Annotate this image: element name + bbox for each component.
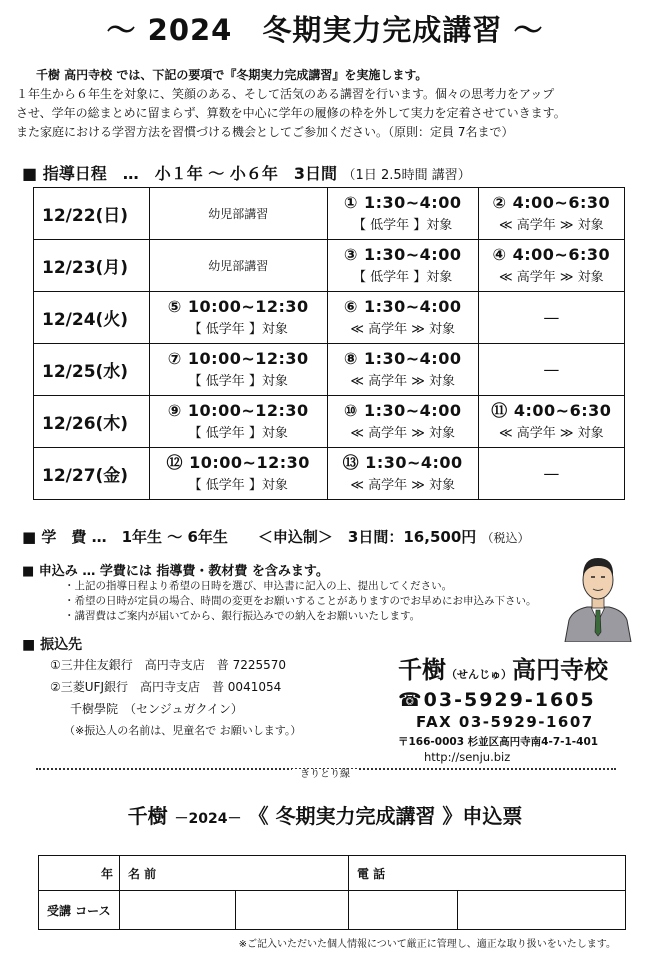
apply-note: ・希望の日時が定員の場合、時間の変更をお願いすることがありますのでお早めにお申込み下さい。	[64, 595, 537, 607]
teacher-illustration-icon	[563, 550, 633, 642]
page-title: ～ 2024 冬期実力完成講習 ～	[106, 13, 544, 47]
slot-target: 【 低学年 】対象	[353, 217, 453, 233]
slot-time: ③ 1:30~4:00	[343, 244, 462, 264]
school-url: http://senju.biz	[424, 750, 511, 764]
slot-target: 【 低学年 】対象	[188, 477, 288, 493]
course-box-4[interactable]	[458, 891, 626, 930]
slot-target: ≪ 高学年 ≫ 対象	[499, 425, 604, 441]
schedule-slot: 幼児部講習	[149, 188, 327, 240]
apply-note: ・講習費はご案内が届いてから、銀行振込みでの納入をお願いいたします。	[64, 610, 421, 622]
privacy-footnote: ※ご記入いただいた個人情報について厳正に管理し、適正な取り扱いをいたします。	[238, 939, 616, 950]
slot-time: ⑦ 10:00~12:30	[167, 348, 309, 368]
schedule-date: 12/22(日)	[34, 188, 150, 240]
slot-time: ⑧ 1:30~4:00	[343, 348, 462, 368]
intro-line-3: させ、学年の総まとめに留まらず、算数を中心に学年の履修の枠を外して実力を定着させていきます。	[16, 106, 566, 120]
school-ruby: （せんじゅ）	[446, 668, 512, 681]
school-address: 〒166-0003 杉並区高円寺南4-7-1-401	[398, 736, 599, 748]
slot-target: 【 低学年 】対象	[188, 425, 288, 441]
school-fax: FAX 03-5929-1607	[416, 713, 594, 731]
school-branch: 高円寺校	[512, 656, 608, 684]
school-phone: ☎03-5929-1605	[398, 689, 596, 711]
phone-label: 電 話	[349, 856, 626, 891]
slot-time: ⑤ 10:00~12:30	[167, 296, 309, 316]
slot-target: 【 低学年 】対象	[353, 269, 453, 285]
grade-label: 年	[39, 856, 120, 891]
slot-target: ≪ 高学年 ≫ 対象	[350, 321, 455, 337]
course-box-2[interactable]	[235, 891, 348, 930]
schedule-slot	[327, 240, 478, 292]
schedule-slot	[149, 292, 327, 344]
intro-line-1: 千樹 高円寺校 では、下記の要項で『冬期実力完成講習』を実施します。	[36, 68, 428, 82]
cut-label-text: きりとり線	[292, 769, 358, 780]
schedule-slot: —	[478, 344, 624, 396]
fee-section	[22, 526, 530, 547]
bank-line-2: ②三菱UFJ銀行 高円寺支店 普 0041054	[50, 680, 282, 694]
schedule-slot	[327, 188, 478, 240]
cut-label	[0, 762, 650, 781]
bank-line-1: ①三井住友銀行 高円寺支店 普 7225570	[50, 658, 287, 672]
schedule-slot	[478, 188, 624, 240]
form-brand: 千樹	[127, 804, 168, 828]
schedule-slot	[478, 240, 624, 292]
course-box-1[interactable]	[120, 891, 236, 930]
slot-time: ⑬ 1:30~4:00	[342, 452, 463, 472]
course-label: 受講 コース	[39, 891, 120, 930]
slot-target: ≪ 高学年 ≫ 対象	[350, 477, 455, 493]
schedule-slot	[478, 396, 624, 448]
slot-time: ② 4:00~6:30	[492, 192, 611, 212]
slot-time: ④ 4:00~6:30	[492, 244, 611, 264]
schedule-row	[34, 396, 625, 448]
name-label: 名 前	[120, 856, 349, 891]
schedule-row	[34, 292, 625, 344]
schedule-heading-note: （1日 2.5時間 講習）	[342, 168, 471, 183]
schedule-slot	[149, 448, 327, 500]
school-info	[398, 650, 628, 764]
intro-line-4: また家庭における学習方法を習慣づける機会としてご参加ください。（原則：定員 7名まで）	[16, 125, 514, 139]
fee-tax: （税込）	[481, 531, 530, 545]
apply-notes	[64, 579, 537, 624]
schedule-heading	[22, 161, 471, 184]
schedule-slot	[327, 396, 478, 448]
schedule-date: 12/26(木)	[34, 396, 150, 448]
bank-details	[50, 654, 301, 742]
schedule-date: 12/23(月)	[34, 240, 150, 292]
schedule-slot	[149, 396, 327, 448]
form-title-text: 《 冬期実力完成講習 》申込票	[248, 804, 523, 828]
schedule-date: 12/25(水)	[34, 344, 150, 396]
bank-line-3: 千樹學院 （センジュガクイン）	[70, 702, 243, 716]
slot-target: ≪ 高学年 ≫ 対象	[350, 425, 455, 441]
slot-time: ⑫ 10:00~12:30	[166, 452, 310, 472]
form-year: －2024－	[174, 811, 242, 827]
application-form	[38, 855, 626, 930]
schedule-row	[34, 448, 625, 500]
slot-target: ≪ 高学年 ≫ 対象	[499, 269, 604, 285]
slot-time: ⑪ 4:00~6:30	[491, 400, 612, 420]
schedule-slot	[327, 344, 478, 396]
bank-heading: ■ 振込先	[22, 637, 83, 653]
schedule-slot	[327, 448, 478, 500]
schedule-date: 12/27(金)	[34, 448, 150, 500]
slot-target: ≪ 高学年 ≫ 対象	[350, 373, 455, 389]
slot-time: ① 1:30~4:00	[343, 192, 462, 212]
schedule-heading-text: ■ 指導日程 … 小１年 ～ 小６年 3日間	[22, 164, 337, 183]
apply-note: ・上記の指導日程より希望の日時を選び、申込書に記入の上、提出してください。	[64, 580, 453, 592]
course-box-3[interactable]	[349, 891, 458, 930]
apply-heading: ■ 申込み … 学費には 指導費・教材費 を含みます。	[22, 564, 329, 579]
slot-time: ⑨ 10:00~12:30	[167, 400, 309, 420]
slot-target: ≪ 高学年 ≫ 対象	[499, 217, 604, 233]
schedule-row	[34, 344, 625, 396]
schedule-slot: —	[478, 292, 624, 344]
form-title	[0, 800, 650, 829]
schedule-row	[34, 240, 625, 292]
slot-time: ⑥ 1:30~4:00	[343, 296, 462, 316]
intro-text	[16, 66, 636, 142]
schedule-slot	[327, 292, 478, 344]
schedule-table	[33, 187, 625, 500]
bank-line-4: （※振込人の名前は、児童名で お願いします。）	[64, 724, 302, 737]
schedule-date: 12/24(火)	[34, 292, 150, 344]
schedule-slot: 幼児部講習	[149, 240, 327, 292]
intro-line-2: １年生から６年生を対象に、笑顔のある、そして活気のある講習を行います。個々の思考力をアップ	[16, 87, 555, 101]
slot-target: 【 低学年 】対象	[188, 321, 288, 337]
school-brand: 千樹	[398, 656, 446, 684]
slot-time: ⑩ 1:30~4:00	[343, 400, 462, 420]
schedule-slot	[149, 344, 327, 396]
schedule-row	[34, 188, 625, 240]
slot-target: 【 低学年 】対象	[188, 373, 288, 389]
fee-text: ■ 学 費 … 1年生 ～ 6年生 ＜申込制＞ 3日間：16,500円	[22, 528, 477, 546]
school-name	[398, 650, 628, 685]
schedule-slot: —	[478, 448, 624, 500]
